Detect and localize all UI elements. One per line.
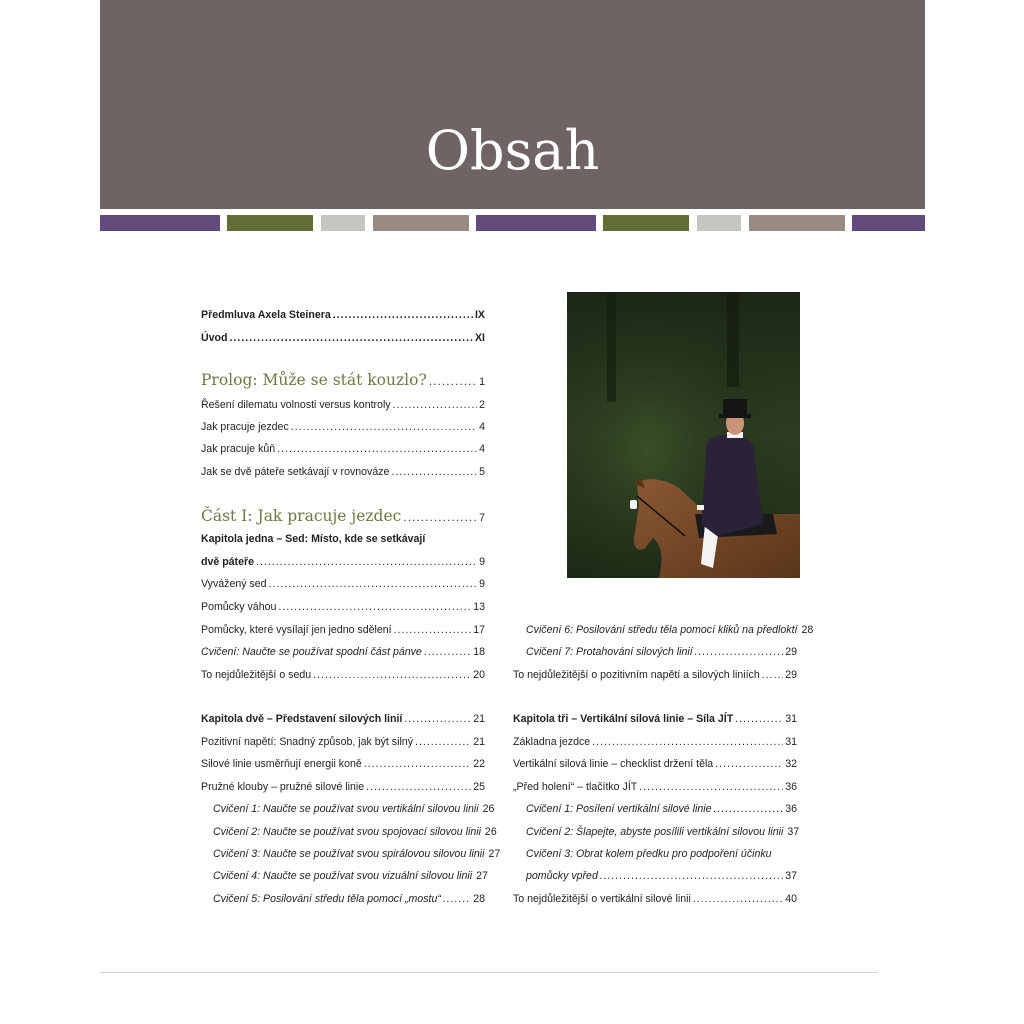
toc-dot-leader	[291, 420, 477, 434]
toc-dot-leader	[695, 645, 784, 659]
toc-dot-leader	[735, 712, 783, 726]
toc-entry-title: Cvičení 2: Šlapejte, abyste posílili vertikální silovou linii	[526, 826, 784, 838]
toc-entry-page: IX	[474, 309, 485, 321]
toc-entry-page: 37	[785, 870, 797, 882]
toc-entry-title: Prolog: Může se stát kouzlo?	[201, 371, 427, 389]
toc-entry-page: 27	[476, 870, 488, 882]
toc-entry-title: Řešení dilematu volnosti versus kontroly	[201, 399, 391, 411]
toc-entry-title: Cvičení: Naučte se používat spodní část pánve	[201, 646, 422, 658]
toc-entry-page: 37	[787, 826, 800, 838]
toc-entry-title: Pozitivní napětí: Snadný způsob, jak být silný	[201, 736, 413, 748]
toc-entry[interactable]	[201, 442, 485, 456]
toc-dot-leader	[715, 757, 783, 771]
toc-part-heading[interactable]	[201, 507, 485, 527]
stripe-segment	[476, 215, 596, 231]
stripe-segment	[749, 215, 845, 231]
toc-entry[interactable]	[526, 869, 797, 883]
toc-entry[interactable]	[213, 825, 497, 839]
stripe-segment	[373, 215, 469, 231]
toc-entry-title: „Před holení“ – tlačítko JÍT	[513, 781, 638, 793]
toc-entry[interactable]	[526, 623, 814, 637]
toc-dot-leader	[229, 331, 473, 345]
toc-entry[interactable]	[201, 331, 485, 345]
toc-entry-title: Pomůcky váhou	[201, 601, 277, 613]
stripe-segment	[321, 215, 365, 231]
toc-dot-leader	[424, 645, 471, 659]
toc-entry-page: 26	[484, 826, 497, 838]
toc-entry-title: Silové linie usměrňují energii koně	[201, 758, 362, 770]
stripe-segment	[852, 215, 925, 231]
toc-entry-title: Cvičení 4: Naučte se používat svou vizuální silovou linii	[213, 870, 473, 882]
toc-dot-leader	[600, 869, 783, 883]
toc-entry-title: Cvičení 6: Posilování středu těla pomocí kliků na předloktí	[526, 624, 798, 636]
toc-entry[interactable]	[526, 825, 800, 839]
toc-dot-leader	[333, 308, 473, 322]
toc-entry-title: Vyvážený sed	[201, 578, 267, 590]
toc-dot-leader	[393, 398, 477, 412]
toc-dot-leader	[429, 373, 477, 391]
stripe-segment	[100, 215, 220, 231]
toc-dot-leader	[713, 802, 783, 816]
toc-entry[interactable]	[201, 623, 485, 637]
toc-entry-page: 17	[473, 624, 485, 636]
toc-entry[interactable]	[201, 398, 485, 412]
toc-entry-title: Jak pracuje kůň	[201, 443, 276, 455]
toc-entry[interactable]	[513, 892, 797, 906]
toc-dot-leader	[364, 757, 471, 771]
toc-entry-title: Cvičení 1: Posílení vertikální silové linie	[526, 803, 712, 815]
toc-entry-title: pomůcky vpřed	[526, 870, 598, 882]
toc-dot-leader	[443, 892, 471, 906]
toc-entry-title: Cvičení 2: Naučte se používat svou spojovací silovou linii	[213, 826, 481, 838]
toc-entry[interactable]	[526, 802, 797, 816]
toc-entry-title: dvě páteře	[201, 556, 254, 568]
toc-entry[interactable]	[201, 555, 485, 569]
toc-entry-title: Cvičení 7: Protahování silových linií	[526, 646, 693, 658]
toc-entry-title: Pružné klouby – pružné silové linie	[201, 781, 365, 793]
toc-entry-page: 7	[479, 512, 485, 524]
toc-part-heading[interactable]	[201, 371, 485, 391]
toc-dot-leader	[366, 780, 471, 794]
toc-entry[interactable]	[201, 735, 485, 749]
toc-entry-page: 28	[473, 893, 485, 905]
toc-entry-title: Jak se dvě páteře setkávají v rovnováze	[201, 466, 390, 478]
toc-entry[interactable]	[526, 645, 797, 659]
toc-entry[interactable]	[201, 780, 485, 794]
toc-entry[interactable]	[213, 847, 501, 861]
toc-dot-leader	[403, 509, 477, 527]
toc-entry-page: 28	[801, 624, 814, 636]
toc-entry-page: 1	[479, 376, 485, 388]
toc-entry-page: 26	[482, 803, 495, 815]
toc-dot-leader	[762, 668, 783, 682]
page-title: Obsah	[425, 119, 600, 182]
toc-dot-leader	[391, 465, 477, 479]
toc-dot-leader	[404, 712, 471, 726]
toc-entry[interactable]	[213, 892, 485, 906]
toc-entry-title: Část I: Jak pracuje jezdec	[201, 507, 402, 525]
toc-entry-page: 36	[785, 803, 797, 815]
toc-dot-leader	[693, 892, 783, 906]
toc-entry-page: 20	[473, 669, 485, 681]
toc-entry-page: XI	[474, 332, 485, 344]
toc-dot-leader	[256, 555, 477, 569]
toc-entry[interactable]	[513, 735, 797, 749]
toc-entry[interactable]	[201, 420, 485, 434]
toc-entry[interactable]	[201, 757, 485, 771]
toc-entry-page: 27	[488, 848, 501, 860]
toc-entry[interactable]	[201, 577, 485, 591]
toc-entry[interactable]	[201, 308, 485, 322]
toc-entry-title: To nejdůležitější o sedu	[201, 669, 312, 681]
toc-entry-page: 13	[473, 601, 485, 613]
toc-entry-page: 25	[473, 781, 485, 793]
toc-entry-title: Pomůcky, které vysílají jen jedno sdělení	[201, 624, 392, 636]
toc-dot-leader	[269, 577, 478, 591]
footer-rule	[100, 972, 878, 973]
toc-entry[interactable]	[201, 465, 485, 479]
toc-entry-page: 36	[785, 781, 797, 793]
toc-entry-page: 21	[473, 713, 485, 725]
toc-entry[interactable]	[201, 645, 485, 659]
stripe-segment	[697, 215, 741, 231]
toc-entry-title: To nejdůležitější o vertikální silové linii	[513, 893, 691, 905]
toc-chapter-heading[interactable]	[201, 532, 485, 546]
toc-entry-title: Kapitola tři – Vertikální silová linie – Síla JÍT	[513, 713, 734, 725]
toc-dot-leader	[415, 735, 471, 749]
toc-entry-title: Kapitola jedna – Sed: Místo, kde se setkávají	[201, 533, 426, 545]
toc-entry-page: 9	[479, 556, 485, 568]
dressage-rider-photo	[567, 292, 800, 578]
toc-dot-leader	[639, 780, 783, 794]
toc-entry-page: 32	[785, 758, 797, 770]
toc-entry-page: 29	[785, 646, 797, 658]
toc-entry-page: 4	[479, 443, 485, 455]
toc-entry[interactable]	[513, 780, 797, 794]
toc-dot-leader	[278, 600, 471, 614]
toc-entry[interactable]	[201, 668, 485, 682]
toc-entry-page: 31	[785, 736, 797, 748]
toc-entry-page: 22	[473, 758, 485, 770]
toc-dot-leader	[277, 442, 477, 456]
toc-entry-title: Cvičení 3: Naučte se používat svou spirálovou silovou linii	[213, 848, 485, 860]
toc-entry-title: Předmluva Axela Steinera	[201, 309, 331, 321]
toc-entry-page: 21	[473, 736, 485, 748]
stripe-segment	[603, 215, 689, 231]
toc-entry[interactable]	[213, 869, 488, 883]
toc-dot-leader	[592, 735, 783, 749]
toc-entry[interactable]	[213, 802, 495, 816]
toc-entry-page: 5	[479, 466, 485, 478]
toc-entry-page: 9	[479, 578, 485, 590]
toc-entry[interactable]	[513, 712, 797, 726]
toc-entry-page: 18	[473, 646, 485, 658]
toc-dot-leader	[313, 668, 471, 682]
toc-entry[interactable]	[513, 757, 797, 771]
toc-entry[interactable]	[201, 600, 485, 614]
toc-entry-title: Cvičení 1: Naučte se používat svou vertikální silovou linii	[213, 803, 479, 815]
toc-entry-title: Cvičení 3: Obrat kolem předku pro podpoření účinku	[526, 848, 772, 860]
stripe-segment	[227, 215, 313, 231]
toc-entry-page: 29	[785, 669, 797, 681]
toc-entry[interactable]	[513, 668, 797, 682]
toc-entry-page: 40	[785, 893, 797, 905]
toc-entry-title: Úvod	[201, 332, 228, 344]
toc-entry-page: 4	[479, 421, 485, 433]
toc-entry-title: To nejdůležitější o pozitivním napětí a silových liniích	[513, 669, 760, 681]
toc-entry-title: Kapitola dvě – Představení silových linií	[201, 713, 403, 725]
toc-entry-page: 31	[785, 713, 797, 725]
toc-entry-title: Jak pracuje jezdec	[201, 421, 289, 433]
toc-entry-title: Základna jezdce	[513, 736, 591, 748]
toc-entry-title: Vertikální silová linie – checklist držení těla	[513, 758, 714, 770]
toc-entry-page: 2	[479, 399, 485, 411]
toc-entry[interactable]	[526, 847, 797, 861]
toc-entry[interactable]	[201, 712, 485, 726]
toc-entry-title: Cvičení 5: Posilování středu těla pomocí „mostu“	[213, 893, 441, 905]
toc-dot-leader	[394, 623, 472, 637]
